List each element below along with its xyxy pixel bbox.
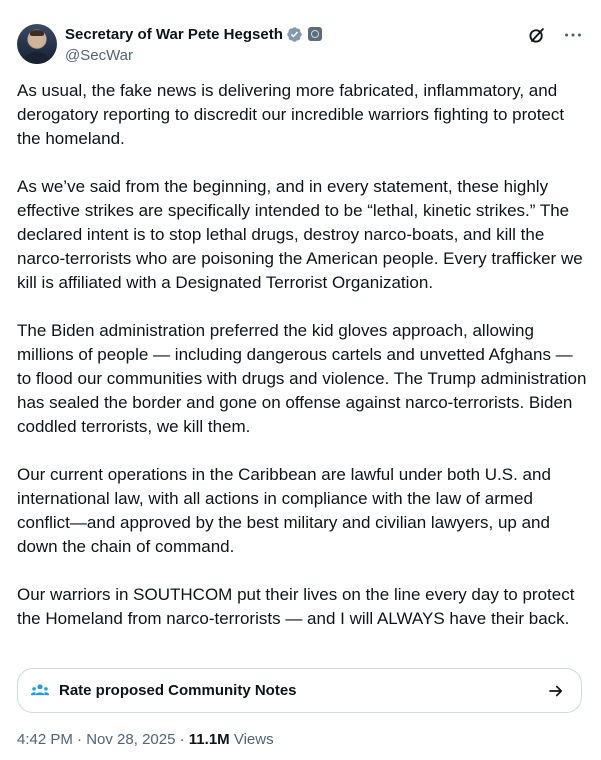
post-header <box>17 20 584 68</box>
post-paragraph: As we’ve said from the beginning, and in every statement, these highly effective strikes are specifically intended to be “lethal, kinetic strikes.” The declared intent is to stop lethal drugs, destroy narco-boats, and kill the narco-terrorists who are poisoning the American people. Every trafficker we kill is affiliated with a Designated Terrorist Organization. <box>17 177 583 292</box>
post-paragraph: The Biden administration preferred the kid gloves approach, allowing millions of people — including dangerous cartels and unvetted Afghans — to flood our communities with drugs and violence. The Trump administration has sealed the border and gone on offense against narco-terrorists. Biden coddled terrorists, we kill them. <box>17 321 587 436</box>
post-text <box>17 79 587 631</box>
arrow-right-icon <box>547 682 565 700</box>
meta-separator: · <box>77 731 83 748</box>
author-info <box>65 24 322 64</box>
community-notes-people-icon <box>30 681 50 701</box>
community-notes-label: Rate proposed Community Notes <box>59 682 297 699</box>
post-meta <box>17 731 274 748</box>
post-time[interactable]: 4:42 PM <box>17 731 73 748</box>
verified-badge-icon[interactable] <box>286 26 303 43</box>
more-options-icon[interactable] <box>562 24 584 46</box>
views-label: Views <box>233 731 274 748</box>
header-actions <box>526 24 584 46</box>
avatar[interactable] <box>17 24 57 64</box>
post-paragraph: Our current operations in the Caribbean are lawful under both U.S. and international law, with all actions in compliance with the law of armed conflict—and approved by the best military and civilian lawyers, up and down the chain of command. <box>17 465 551 556</box>
post-paragraph: Our warriors in SOUTHCOM put their lives on the line every day to protect the Homeland from narco-terrorists — and I will ALWAYS have their back. <box>17 585 575 628</box>
affiliation-badge-icon[interactable] <box>308 27 322 41</box>
author-handle[interactable]: @SecWar <box>65 47 134 64</box>
rate-community-notes-button[interactable] <box>17 668 582 713</box>
author-display-name[interactable]: Secretary of War Pete Hegseth <box>65 25 283 43</box>
grok-icon[interactable] <box>526 24 548 46</box>
post-date[interactable]: Nov 28, 2025 <box>86 731 176 748</box>
meta-separator: · <box>179 731 185 748</box>
views-count: 11.1M <box>188 731 230 748</box>
post-paragraph: As usual, the fake news is delivering more fabricated, inflammatory, and derogatory reporting to discredit our incredible warriors fighting to protect the homeland. <box>17 81 565 148</box>
